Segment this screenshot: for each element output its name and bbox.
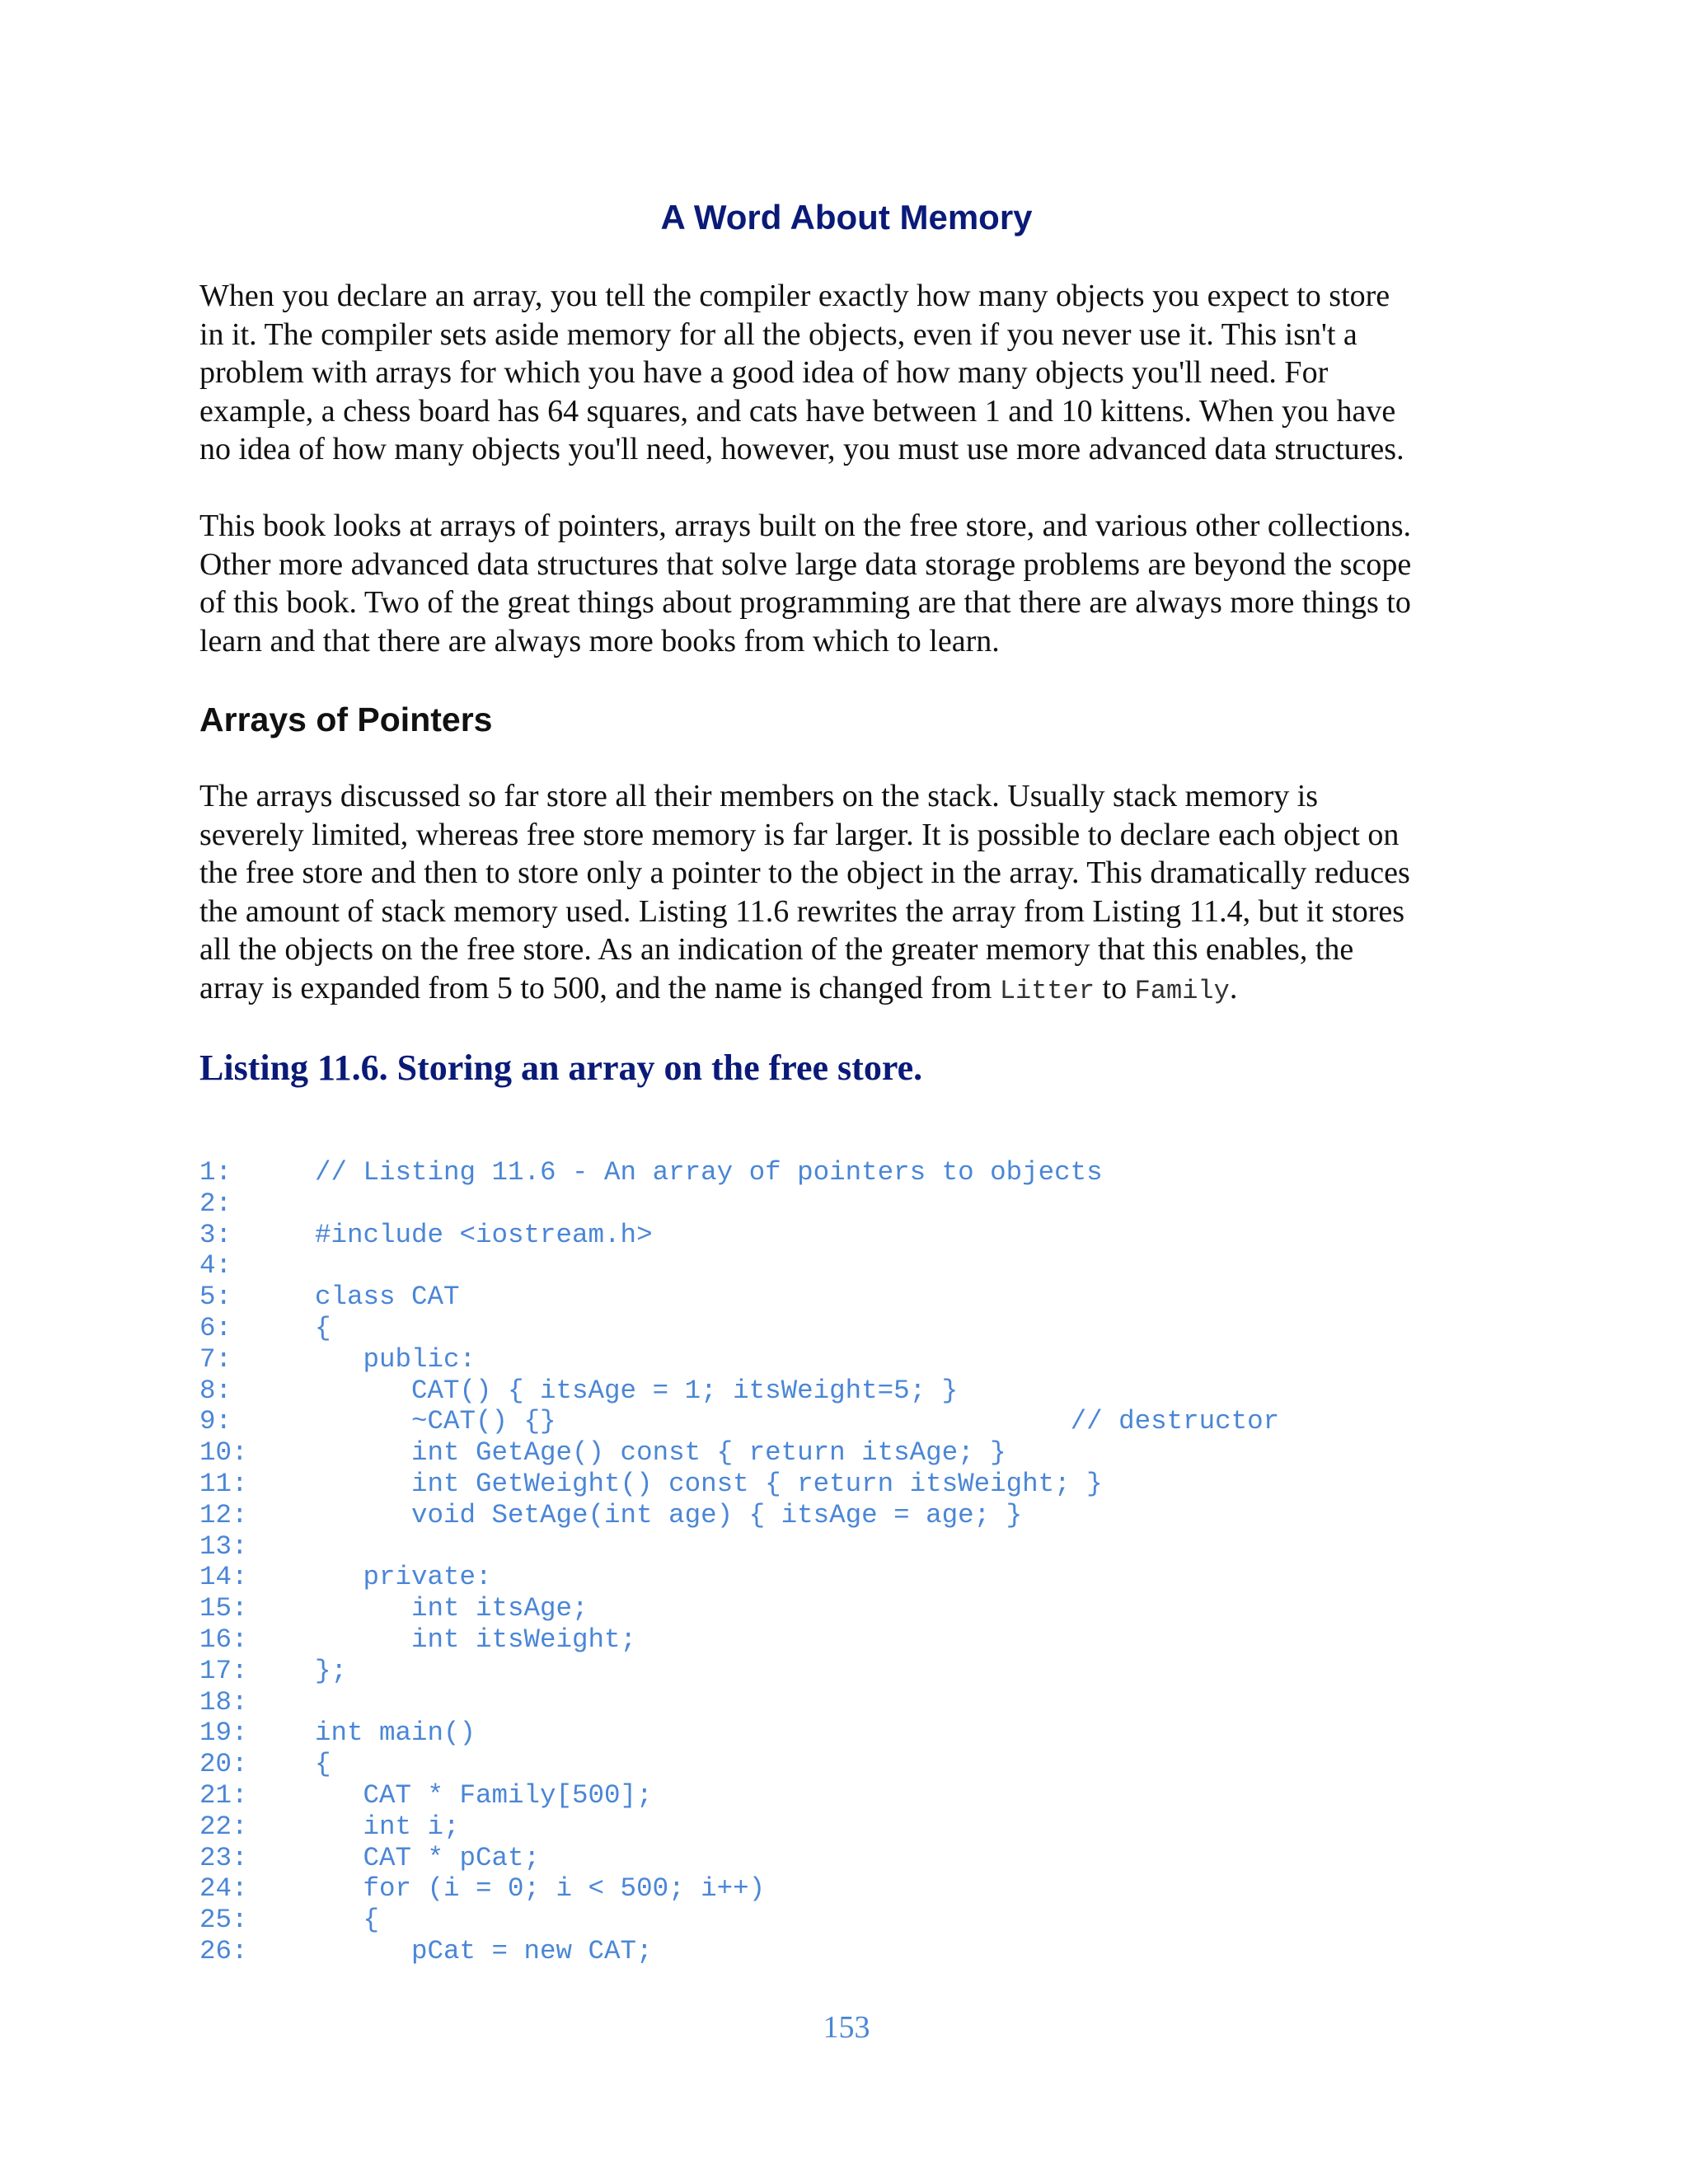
code-listing bbox=[199, 1157, 1493, 1967]
page-number: 153 bbox=[823, 2010, 870, 2045]
line-number: 10: bbox=[199, 1437, 248, 1469]
line-number: 23: bbox=[199, 1842, 248, 1873]
text-line: the free store and then to store only a pointer to the object in the array. This dramatically reduces bbox=[199, 855, 1410, 890]
text-line: of this book. Two of the great things about programming are that there are always more things to bbox=[199, 585, 1411, 620]
text-segment: . bbox=[1229, 970, 1238, 1005]
code-text: { bbox=[315, 1905, 380, 1936]
text-line: problem with arrays for which you have a good idea of how many objects you'll need. For bbox=[199, 355, 1329, 390]
text-line: in it. The compiler sets aside memory for all the objects, even if you never use it. This isn't a bbox=[199, 316, 1357, 352]
code-text: CAT * pCat; bbox=[315, 1842, 541, 1873]
text-line: all the objects on the free store. As an indication of the greater memory that this enables, the bbox=[199, 932, 1354, 967]
line-number: 17: bbox=[199, 1655, 248, 1686]
code-line bbox=[199, 1811, 1493, 1843]
code-text: CAT() { itsAge = 1; itsWeight=5; } bbox=[315, 1375, 959, 1406]
code-text: private: bbox=[315, 1562, 492, 1593]
code-line bbox=[199, 1780, 1493, 1811]
line-number: 12: bbox=[199, 1499, 248, 1530]
code-line bbox=[199, 1843, 1493, 1874]
pointers-paragraph bbox=[199, 777, 1493, 1010]
code-text: int i; bbox=[315, 1811, 460, 1842]
code-text: void SetAge(int age) { itsAge = age; } bbox=[315, 1499, 1023, 1530]
line-number: 3: bbox=[199, 1219, 232, 1250]
code-text: for (i = 0; i < 500; i++) bbox=[315, 1873, 766, 1905]
text-segment: array is expanded from 5 to 500, and the name is changed from bbox=[199, 970, 1000, 1005]
line-number: 19: bbox=[199, 1718, 248, 1749]
code-line bbox=[199, 1687, 1493, 1718]
code-line bbox=[199, 1562, 1493, 1593]
code-text: pCat = new CAT; bbox=[315, 1935, 653, 1966]
section-title: A Word About Memory bbox=[660, 198, 1033, 237]
line-number: 16: bbox=[199, 1624, 248, 1655]
code-line bbox=[199, 1282, 1493, 1313]
code-text: }; bbox=[315, 1655, 348, 1686]
code-line bbox=[199, 1531, 1493, 1563]
text-line: Other more advanced data structures that solve large data storage problems are beyond the scope bbox=[199, 546, 1412, 582]
code-line bbox=[199, 1344, 1493, 1376]
code-text: // Listing 11.6 - An array of pointers to objects bbox=[315, 1157, 1103, 1188]
text-line: severely limited, whereas free store memory is far larger. It is possible to declare each object on bbox=[199, 817, 1400, 852]
text-line: the amount of stack memory used. Listing 11.6 rewrites the array from Listing 11.4, but it stores bbox=[199, 893, 1404, 929]
line-number: 22: bbox=[199, 1811, 248, 1842]
code-text: int itsAge; bbox=[315, 1593, 588, 1624]
listing-title: Listing 11.6. Storing an array on the free store. bbox=[199, 1047, 923, 1088]
code-text: public: bbox=[315, 1343, 476, 1375]
code-text: int main() bbox=[315, 1718, 476, 1749]
line-number: 4: bbox=[199, 1250, 232, 1282]
code-line bbox=[199, 1250, 1493, 1282]
code-line bbox=[199, 1157, 1493, 1188]
text-line bbox=[199, 969, 1493, 1011]
code-line bbox=[199, 1220, 1493, 1251]
code-text: int GetAge() const { return itsAge; } bbox=[315, 1437, 1006, 1469]
code-line bbox=[199, 1376, 1493, 1407]
line-number: 7: bbox=[199, 1343, 232, 1375]
line-number: 21: bbox=[199, 1779, 248, 1811]
code-line bbox=[199, 1406, 1493, 1437]
code-line bbox=[199, 1624, 1493, 1656]
line-number: 20: bbox=[199, 1749, 248, 1780]
line-number: 14: bbox=[199, 1562, 248, 1593]
text-line: The arrays discussed so far store all their members on the stack. Usually stack memory is bbox=[199, 779, 1319, 813]
code-text: int itsWeight; bbox=[315, 1624, 637, 1655]
line-number: 15: bbox=[199, 1593, 248, 1624]
code-text: CAT * Family[500]; bbox=[315, 1779, 653, 1811]
code-line bbox=[199, 1749, 1493, 1780]
memory-paragraph-2 bbox=[199, 507, 1493, 660]
line-number: 24: bbox=[199, 1873, 248, 1905]
code-line bbox=[199, 1656, 1493, 1687]
line-number: 8: bbox=[199, 1375, 232, 1406]
line-number: 9: bbox=[199, 1406, 232, 1437]
code-line bbox=[199, 1905, 1493, 1936]
line-number: 6: bbox=[199, 1312, 232, 1343]
code-line bbox=[199, 1469, 1493, 1500]
text-line: example, a chess board has 64 squares, and cats have between 1 and 10 kittens. When you have bbox=[199, 393, 1396, 429]
subsection-title: Arrays of Pointers bbox=[199, 701, 493, 738]
line-number: 1: bbox=[199, 1157, 232, 1188]
code-line bbox=[199, 1313, 1493, 1344]
line-number: 13: bbox=[199, 1530, 248, 1562]
code-text: { bbox=[315, 1312, 331, 1343]
code-text: int GetWeight() const { return itsWeight; } bbox=[315, 1468, 1103, 1499]
code-line bbox=[199, 1437, 1493, 1469]
code-line bbox=[199, 1936, 1493, 1967]
text-line: When you declare an array, you tell the compiler exactly how many objects you expect to store bbox=[199, 279, 1390, 313]
text-segment: to bbox=[1095, 970, 1135, 1005]
code-line bbox=[199, 1188, 1493, 1220]
line-number: 26: bbox=[199, 1935, 248, 1966]
text-line: learn and that there are always more books from which to learn. bbox=[199, 623, 1000, 658]
code-line bbox=[199, 1593, 1493, 1624]
inline-code-litter: Litter bbox=[999, 975, 1095, 1006]
line-number: 2: bbox=[199, 1188, 232, 1219]
code-text: { bbox=[315, 1749, 331, 1780]
code-line bbox=[199, 1873, 1493, 1905]
line-number: 18: bbox=[199, 1686, 248, 1718]
code-text: class CAT bbox=[315, 1282, 460, 1313]
code-text: ~CAT() {} // destructor bbox=[315, 1406, 1280, 1437]
line-number: 5: bbox=[199, 1282, 232, 1313]
line-number: 11: bbox=[199, 1468, 248, 1499]
text-line: no idea of how many objects you'll need, however, you must use more advanced data structures. bbox=[199, 432, 1404, 466]
memory-paragraph-1 bbox=[199, 277, 1493, 469]
inline-code-family: Family bbox=[1134, 975, 1230, 1006]
line-number: 25: bbox=[199, 1905, 248, 1936]
code-text: #include <iostream.h> bbox=[315, 1219, 653, 1250]
code-line bbox=[199, 1718, 1493, 1749]
code-line bbox=[199, 1500, 1493, 1531]
text-line: This book looks at arrays of pointers, arrays built on the free store, and various other collections. bbox=[199, 509, 1411, 543]
